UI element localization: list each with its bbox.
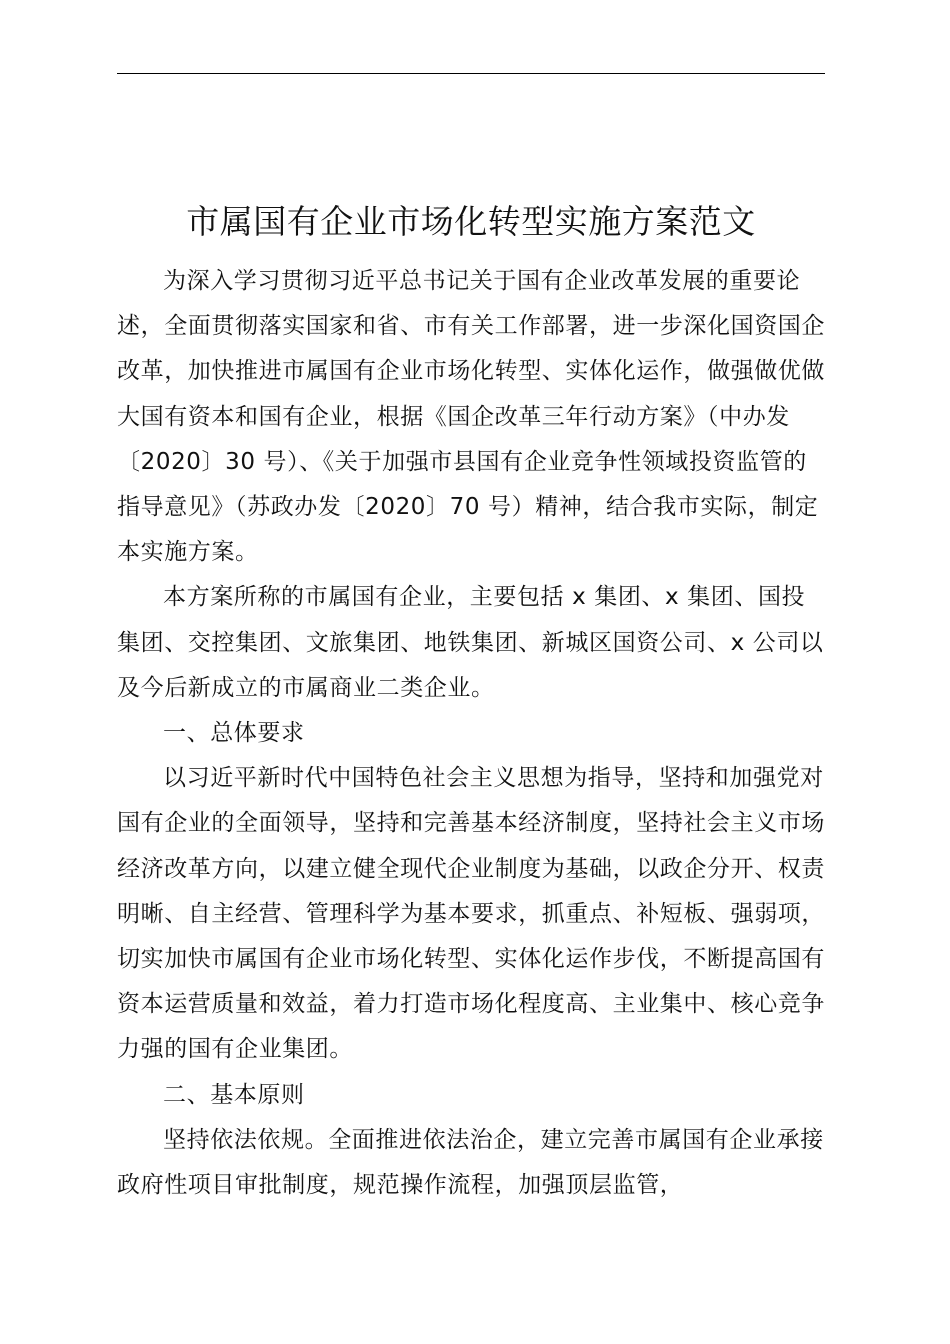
section-heading-general-requirements: 一、总体要求 (163, 720, 305, 747)
paragraph-scope: 本方案所称的市属国有企业，主要包括 x 集团、x 集团、国投集团、交控集团、文旅集团、地铁集团、新城区国资公司、x 公司以及今后新成立的市属商业二类企业。 (117, 584, 824, 701)
paragraph-basic-principles: 坚持依法依规。全面推进依法治企，建立完善市属国有企业承接政府性项目审批制度，规范操作流程，加强顶层监管， (117, 1126, 824, 1199)
paragraph-general-requirements: 以习近平新时代中国特色社会主义思想为指导，坚持和加强党对国有企业的全面领导，坚持和完善基本经济制度，坚持社会主义市场经济改革方向，以建立健全现代企业制度为基础，以政企分开、权责明晰、自主经营、管理科学为基本要求，抓重点、补短板、强弱项，切实加快市属国有企业市场化转型、实体化运作步伐，不断提高国有资本运营质量和效益，着力打造市场化程度高、主业集中、核心竞争力强的国有企业集团。 (117, 765, 825, 1063)
header-rule (117, 73, 825, 74)
document-body (117, 259, 825, 1208)
section-heading-basic-principles: 二、基本原则 (163, 1081, 305, 1108)
paragraph-intro: 为深入学习贯彻习近平总书记关于国有企业改革发展的重要论述，全面贯彻落实国家和省、市有关工作部署，进一步深化国资国企改革，加快推进市属国有企业市场化转型、实体化运作，做强做优做大国有资本和国有企业，根据《国企改革三年行动方案》（中办发〔2020〕30 号）、《关于加强市县国有企业竞争性领域投资监管的指导意见》（苏政办发〔2020〕70 号）精神，结合我市实际，制定本实施方案。 (117, 268, 825, 566)
document-title: 市属国有企业市场化转型实施方案范文 (186, 202, 756, 241)
